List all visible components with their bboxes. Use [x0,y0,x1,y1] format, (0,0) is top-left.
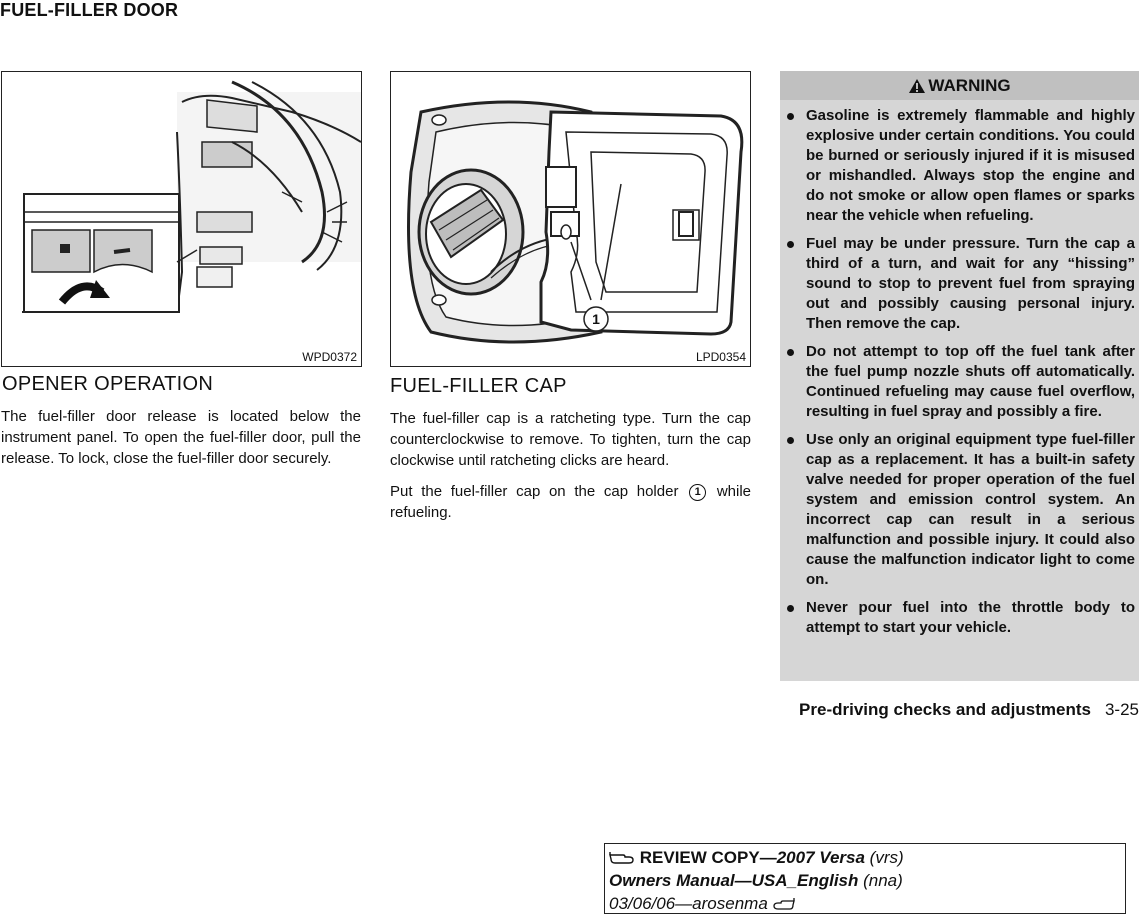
warning-item-text: Do not attempt to top off the fuel tank after the fuel pump nozzle shuts off automatically. Continued refueling may cause fuel overflow, resulting in fuel spray and possibly a fire. [806,343,1135,420]
review-copy-box [604,843,1126,914]
warning-item [780,106,1135,226]
figure-opener [1,71,362,367]
warning-item-text: Use only an original equipment type fuel-filler cap as a replacement. It has a built-in safety valve needed for proper operation of the fuel system and emission control system. An incorrect cap can result in a serious malfunction and possible injury. It could also cause the malfunction indicator light to come on. [806,431,1135,588]
warning-item-text: Never pour fuel into the throttle body to attempt to start your vehicle. [806,599,1135,636]
callout-1-label: 1 [592,311,600,327]
cap-paragraph-2 [390,481,751,523]
cap-body [390,408,751,533]
pointing-hand-icon [609,849,635,865]
figure-cap [390,71,751,367]
callout-ref-1: 1 [689,484,706,501]
cap-illustration [391,72,750,366]
warning-triangle-icon [908,78,926,94]
cap-paragraph-2-end: while refueling. [390,483,751,521]
warning-item [780,430,1135,590]
cap-title: FUEL-FILLER CAP [390,375,567,397]
page-footer [700,700,1139,720]
page-header: FUEL-FILLER DOOR [0,0,179,20]
bullet-icon [787,605,794,612]
warning-item-text: Gasoline is extremely flammable and highly explosive under certain conditions. You could be burned or seriously injured if it is misused or mishandled. Always stop the engine and do not smoke or allow open flames or sparks near the vehicle when refueling. [806,107,1135,224]
page-number: 3-25 [1104,700,1139,719]
bullet-icon [787,437,794,444]
opener-paragraph: The fuel-filler door release is located below the instrument panel. To open the fuel-filler door, pull the release. To lock, close the fuel-filler door securely. [1,408,361,467]
review-label: REVIEW COPY— [639,848,777,867]
cap-paragraph-2-start: Put the fuel-filler cap on the cap holder [390,483,679,500]
review-line-1 [609,846,1125,869]
review-line-3 [609,892,1125,915]
review-manual: Owners Manual—USA_English [609,871,859,890]
warning-header [780,71,1139,100]
bullet-icon [787,349,794,356]
warning-item [780,342,1135,422]
figure-id: WPD0372 [302,350,357,364]
bullet-icon [787,241,794,248]
warning-item [780,234,1135,334]
cap-paragraph-1: The fuel-filler cap is a ratcheting type. Turn the cap counterclockwise to remove. To tighten, turn the cap clockwise until ratcheting clicks are heard. [390,410,751,469]
review-date-author: 03/06/06—arosenma [609,894,768,913]
bullet-icon [787,113,794,120]
opener-body [1,406,361,479]
review-manual-code: (nna) [858,871,903,890]
review-line-2 [609,869,1125,892]
review-model-code: (vrs) [864,848,904,867]
pointing-hand-icon [773,896,795,910]
review-model: 2007 Versa [776,848,865,867]
figure-id: LPD0354 [695,350,746,364]
warning-title: WARNING [928,75,1011,95]
warning-item [780,598,1135,638]
warning-box [780,71,1139,681]
opener-title: OPENER OPERATION [2,373,214,395]
opener-illustration [2,72,361,366]
warning-item-text: Fuel may be under pressure. Turn the cap a third of a turn, and wait for any “hissing” sound to stop to prevent fuel from spraying out and possibly causing personal injury. Then remove the cap. [806,235,1135,332]
footer-section-name: Pre-driving checks and adjustments [799,700,1091,719]
warning-list [780,100,1139,638]
